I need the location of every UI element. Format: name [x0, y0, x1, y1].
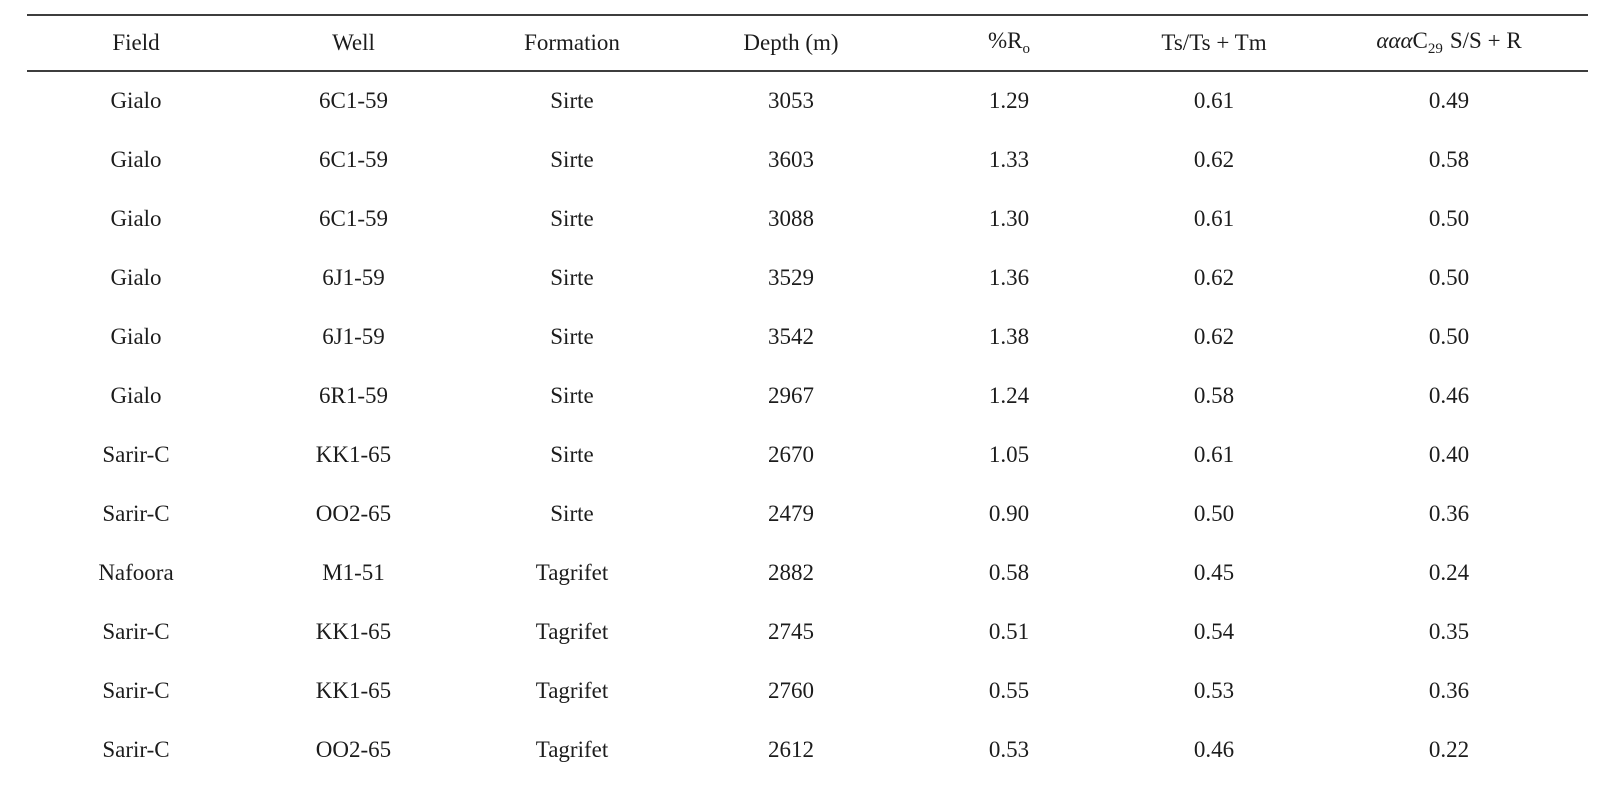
cell-field: Nafoora — [98, 559, 174, 585]
cell-field: Gialo — [110, 88, 162, 113]
c29-subscript: 29 — [1427, 41, 1443, 57]
cell-ro: 1.36 — [988, 264, 1030, 290]
cell-depth: 2479 — [768, 500, 814, 526]
cell-formation: Tagrifet — [535, 618, 609, 644]
cell-well: 6C1-59 — [319, 88, 388, 113]
table-row — [27, 602, 1588, 661]
cell-formation: Sirte — [550, 205, 594, 231]
cell-c29: 0.36 — [1428, 500, 1470, 526]
cell-well: KK1-65 — [315, 441, 392, 467]
cell-c29: 0.22 — [1428, 736, 1470, 762]
cell-well: M1-51 — [322, 559, 385, 585]
cell-c29: 0.46 — [1428, 382, 1470, 408]
table-body — [27, 71, 1588, 779]
cell-well: KK1-65 — [315, 677, 392, 703]
cell-depth: 2882 — [768, 559, 814, 585]
cell-ts-tm: 0.58 — [1193, 382, 1235, 408]
cell-field: Gialo — [110, 382, 162, 408]
alpha-symbols: ααα — [1376, 28, 1413, 53]
cell-c29: 0.36 — [1428, 677, 1470, 703]
cell-well: KK1-65 — [315, 618, 392, 644]
cell-well: OO2-65 — [315, 500, 392, 526]
table-row — [27, 248, 1588, 307]
cell-ts-tm: 0.62 — [1193, 323, 1235, 349]
cell-ts-tm: 0.45 — [1193, 559, 1235, 585]
cell-c29: 0.50 — [1428, 205, 1470, 231]
cell-ts-tm: 0.54 — [1193, 618, 1235, 644]
cell-depth: 2670 — [768, 441, 814, 467]
c29-carbon: C — [1412, 28, 1428, 53]
cell-ro: 0.90 — [988, 500, 1030, 526]
cell-ro: 0.55 — [988, 677, 1030, 703]
cell-ts-tm: 0.61 — [1193, 441, 1235, 467]
table-row — [27, 425, 1588, 484]
cell-formation: Sirte — [550, 500, 594, 526]
cell-ro: 0.58 — [988, 559, 1030, 585]
cell-ts-tm: 0.53 — [1193, 677, 1235, 703]
cell-c29: 0.24 — [1428, 559, 1470, 585]
cell-field: Gialo — [110, 205, 162, 231]
table-row — [27, 484, 1588, 543]
cell-ro: 1.29 — [988, 88, 1030, 113]
col-header-well: Well — [332, 30, 375, 55]
cell-c29: 0.35 — [1428, 618, 1470, 644]
cell-well: 6J1-59 — [322, 264, 385, 290]
cell-c29: 0.40 — [1428, 441, 1470, 467]
cell-field: Sarir-C — [102, 618, 170, 644]
table-header — [27, 15, 1588, 71]
table-row — [27, 307, 1588, 366]
cell-ts-tm: 0.50 — [1193, 500, 1235, 526]
cell-depth: 2612 — [768, 736, 814, 762]
cell-ro: 1.38 — [988, 323, 1030, 349]
cell-ts-tm: 0.62 — [1193, 146, 1235, 172]
table-row — [27, 720, 1588, 779]
cell-depth: 2745 — [768, 618, 814, 644]
cell-field: Sarir-C — [102, 677, 170, 703]
cell-formation: Sirte — [550, 264, 594, 290]
cell-depth: 3088 — [768, 205, 814, 231]
cell-ts-tm: 0.61 — [1193, 205, 1235, 231]
cell-depth: 2967 — [768, 382, 814, 408]
col-header-field: Field — [112, 30, 160, 55]
table-row — [27, 661, 1588, 720]
table-row — [27, 71, 1588, 130]
col-header-ro — [900, 15, 1118, 71]
cell-depth: 3529 — [768, 264, 814, 290]
ro-symbol: %R — [988, 28, 1023, 53]
cell-ro: 1.33 — [988, 146, 1030, 172]
cell-ts-tm: 0.46 — [1193, 736, 1235, 762]
cell-c29: 0.58 — [1428, 146, 1470, 172]
table-row — [27, 543, 1588, 602]
cell-ro: 0.51 — [988, 618, 1030, 644]
cell-depth: 3542 — [768, 323, 814, 349]
cell-formation: Sirte — [550, 88, 594, 113]
col-header-depth: Depth (m) — [743, 30, 839, 55]
cell-c29: 0.50 — [1428, 323, 1470, 349]
col-header-ts-tm: Ts/Ts + Tm — [1161, 30, 1267, 55]
cell-well: 6C1-59 — [319, 205, 388, 231]
cell-well: OO2-65 — [315, 736, 392, 762]
maturity-data-table — [27, 14, 1588, 779]
cell-ro: 1.05 — [988, 441, 1030, 467]
cell-formation: Tagrifet — [535, 736, 609, 762]
cell-field: Sarir-C — [102, 441, 170, 467]
cell-field: Sarir-C — [102, 500, 170, 526]
cell-c29: 0.50 — [1428, 264, 1470, 290]
cell-ts-tm: 0.61 — [1193, 88, 1235, 113]
cell-field: Gialo — [110, 323, 162, 349]
cell-field: Gialo — [110, 146, 162, 172]
header-row — [27, 15, 1588, 71]
cell-formation: Sirte — [550, 323, 594, 349]
cell-ro: 1.30 — [988, 205, 1030, 231]
cell-formation: Tagrifet — [535, 677, 609, 703]
cell-well: 6C1-59 — [319, 146, 388, 172]
cell-depth: 3603 — [768, 146, 814, 172]
cell-formation: Tagrifet — [535, 559, 609, 585]
table-row — [27, 130, 1588, 189]
cell-field: Sarir-C — [102, 736, 170, 762]
col-header-formation: Formation — [524, 30, 620, 55]
cell-formation: Sirte — [550, 146, 594, 172]
ro-subscript: o — [1022, 41, 1030, 57]
cell-depth: 3053 — [768, 88, 814, 113]
cell-ro: 0.53 — [988, 736, 1030, 762]
cell-well: 6J1-59 — [322, 323, 385, 349]
paper-table-page — [0, 14, 1603, 789]
cell-ro: 1.24 — [988, 382, 1030, 408]
cell-field: Gialo — [110, 264, 162, 290]
cell-well: 6R1-59 — [319, 382, 388, 408]
cell-depth: 2760 — [768, 677, 814, 703]
cell-formation: Sirte — [550, 382, 594, 408]
table-row — [27, 366, 1588, 425]
col-header-c29 — [1310, 15, 1588, 71]
table-row — [27, 189, 1588, 248]
cell-c29: 0.49 — [1428, 88, 1470, 113]
cell-formation: Sirte — [550, 441, 594, 467]
cell-ts-tm: 0.62 — [1193, 264, 1235, 290]
c29-suffix: S/S + R — [1449, 28, 1522, 53]
